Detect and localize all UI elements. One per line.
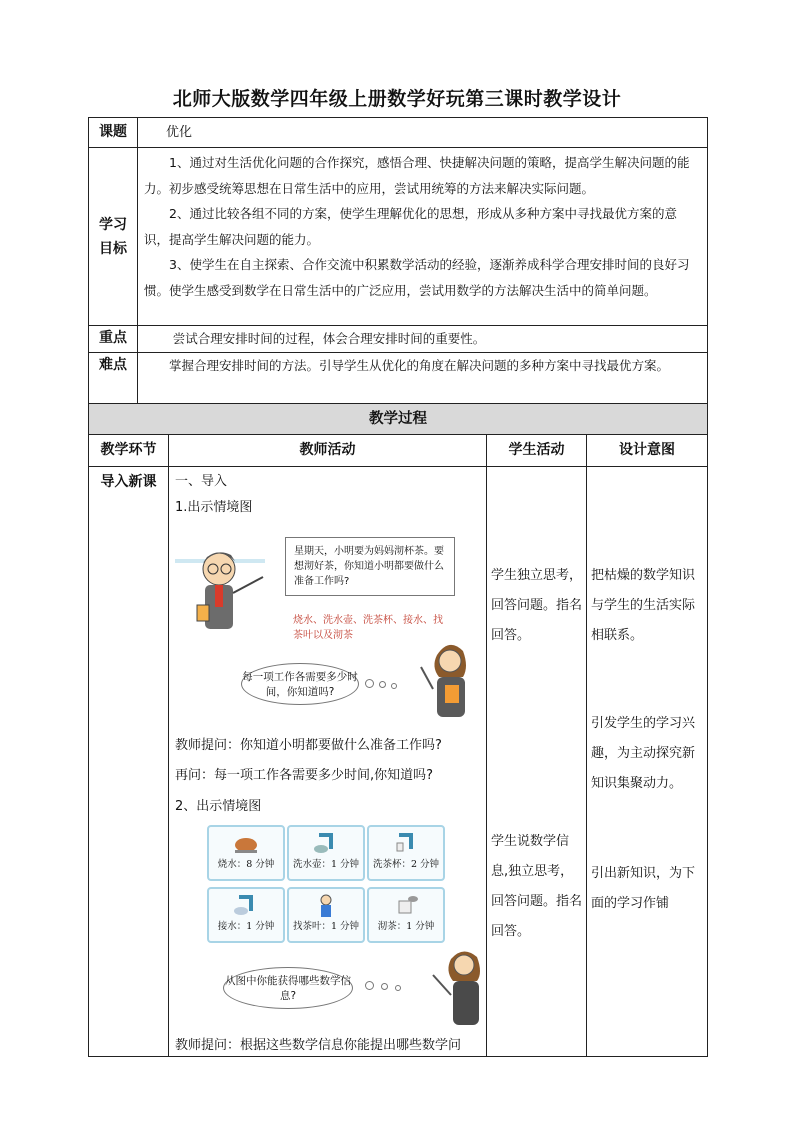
teacher-woman-illustration [419,637,483,719]
task-card: 烧水：8 分钟 [207,825,285,881]
topic-value: 优化 [138,118,708,148]
task-card: 洗茶杯：2 分钟 [367,825,445,881]
column-header: 教师活动 [169,435,487,467]
speech-bubble: 星期天，小明要为妈妈沏杯茶。要想沏好茶，你知道小明都要做什么准备工作吗? [285,537,455,596]
thought-dot [391,683,397,689]
design-intent: 引发学生的学习兴趣，为主动探究新知识集聚动力。 [591,716,696,791]
step-1-text: 1.出示情境图 [175,500,253,515]
thought-dot [365,981,374,990]
info-table [88,117,708,405]
design-intent: 引出新知识，为下面的学习作铺 [591,866,696,911]
difficulty-label: 难点 [89,352,138,404]
key-point-value: 尝试合理安排时间的过程，体会合理安排时间的重要性。 [172,331,486,346]
column-header: 设计意图 [587,435,708,467]
task-card: 接水：1 分钟 [207,887,285,943]
teacher-question: 教师提问：你知道小明都要做什么准备工作吗? [175,738,442,753]
task-card: 找茶叶：1 分钟 [287,887,365,943]
task-list-text: 烧水、洗水壶、洗茶杯、接水、找茶叶以及沏茶 [293,615,443,641]
student-answer: 学生独立思考，回答问题。指名回答。 [491,568,583,643]
stage-cell: 导入新课 [89,467,169,1057]
thought-dot [381,983,388,990]
goal-item: 1、通过对生活优化问题的合作探究，感悟合理、快捷解决问题的策略，提高学生解决问题的能力。初步感受统筹思想在日常生活中的应用，尝试用统筹的方法来解决实际问题。 [144,155,690,196]
teacher-activity-cell [169,467,487,1057]
page-title: 北师大版数学四年级上册数学好玩第三课时教学设计 [172,88,622,110]
design-intent-cell [587,467,708,1057]
design-intent: 把枯燥的数学知识与学生的生活实际相联系。 [591,568,696,643]
task-card: 洗水壶：1 分钟 [287,825,365,881]
column-header: 学生活动 [487,435,587,467]
goals-content [138,148,708,326]
student-answer: 学生说数学信息,独立思考，回答问题。指名回答。 [491,834,583,939]
task-card: 沏茶：1 分钟 [367,887,445,943]
difficulty-value: 掌握合理安排时间的方法。引导学生从优化的角度在解决问题的多种方案中寻找最优方案。 [169,357,670,373]
goals-label: 学习 目标 [89,148,138,326]
student-activity-cell [487,467,587,1057]
process-table [88,403,708,1057]
thought-cloud: 从图中你能获得哪些数学信息? [223,967,353,1009]
column-header: 教学环节 [89,435,169,467]
thought-dot [395,985,401,991]
thought-dot [365,679,374,688]
topic-label: 课题 [89,118,138,148]
key-point-label: 重点 [89,326,138,353]
intro-heading: 一、导入 [175,474,228,489]
teacher-question: 教师提问：根据这些数学信息你能提出哪些数学问 [175,1038,462,1053]
thought-dot [379,681,386,688]
teacher-man-illustration [175,539,267,647]
teacher-woman-illustration [431,945,487,1027]
process-heading: 教学过程 [89,404,708,435]
thought-cloud: 每一项工作各需要多少时间，你知道吗? [241,663,359,705]
step-2-text: 2、出示情境图 [175,799,262,814]
goal-item: 2、通过比较各组不同的方案，使学生理解优化的思想，形成从多种方案中寻找最优方案的意识，提高学生解决问题的能力。 [144,206,677,247]
teacher-question: 再问：每一项工作各需要多少时间,你知道吗? [175,768,434,783]
goal-item: 3、使学生在自主探索、合作交流中积累数学活动的经验，逐渐养成科学合理安排时间的良好习惯。使学生感受到数学在日常生活中的广泛应用，尝试用数学的方法解决生活中的简单问题。 [144,257,690,298]
